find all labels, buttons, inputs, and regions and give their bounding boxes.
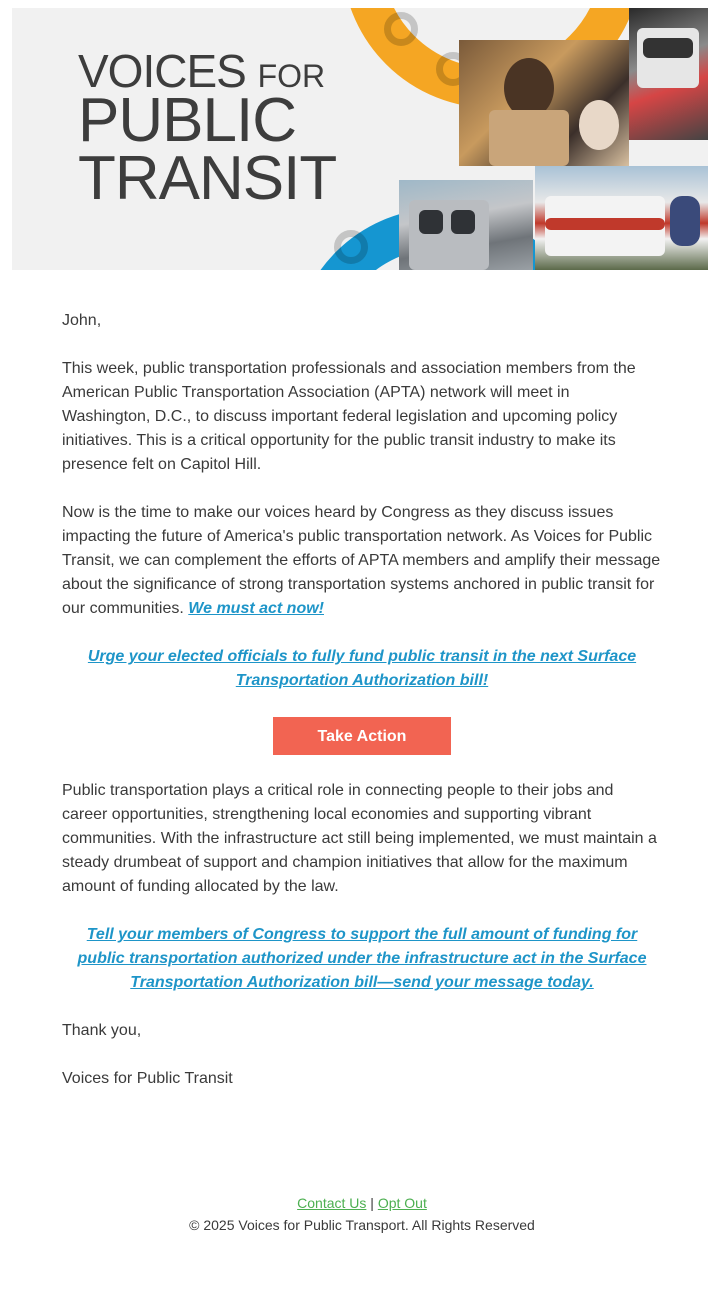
- call-paragraph-text: Now is the time to make our voices heard by Congress as they discuss issues impacting the future of America's public transportation network. As Voices for Public Transit, we can complement the efforts of APTA members and amplify their message about the significance of strong transportation systems anchored in public transit for our communities.: [62, 504, 661, 617]
- photo-rider-on-bus: [459, 40, 629, 166]
- opt-out-link[interactable]: Opt Out: [377, 1195, 427, 1211]
- voices-for-public-transit-logo: VOICES FOR PUBLIC TRANSIT: [78, 45, 337, 213]
- footer: [0, 1192, 708, 1236]
- call-paragraph: [62, 501, 662, 621]
- email-body: [62, 309, 662, 1115]
- fund-transit-cta-link[interactable]: Urge your elected officials to fully fund public transit in the next Surface Transportation Authorization bill!: [87, 648, 637, 689]
- importance-paragraph: Public transportation plays a critical role in connecting people to their jobs and career opportunities, strengthening local economies and supporting vibrant communities. With the infrastructure act still being implemented, we must maintain a steady drumbeat of support and champion initiatives that allow for the maximum amount of funding allocated by the law.: [62, 782, 657, 895]
- header-banner: [12, 8, 708, 270]
- blue-ring-dot: [334, 230, 368, 264]
- orange-ring-dot: [384, 12, 418, 46]
- signature-text: Voices for Public Transit: [62, 1070, 233, 1087]
- footer-links: [0, 1192, 708, 1214]
- footer-separator: |: [370, 1195, 374, 1211]
- tell-congress-cta-link[interactable]: Tell your members of Congress to support the full amount of funding for public transportation authorized under the infrastructure act in the Surface Transportation Authorization bill—send your message today.: [77, 926, 647, 991]
- photo-subway-train: [399, 180, 533, 270]
- greeting: John,: [62, 312, 102, 329]
- button-row: [62, 717, 662, 755]
- copyright-text: © 2025 Voices for Public Transport. All Rights Reserved: [189, 1217, 535, 1233]
- contact-us-link[interactable]: Contact Us: [297, 1195, 367, 1211]
- photo-accessible-bus: [535, 166, 708, 270]
- photo-light-rail: [629, 8, 708, 140]
- intro-paragraph: This week, public transportation professionals and association members from the American Public Transportation Association (APTA) network will meet in Washington, D.C., to discuss important federal legislation and upcoming policy initiatives. This is a critical opportunity for the public transit industry to make its presence felt on Capitol Hill.: [62, 360, 636, 473]
- act-now-link[interactable]: We must act now!: [188, 600, 324, 617]
- closing-text: Thank you,: [62, 1022, 142, 1039]
- take-action-button[interactable]: Take Action: [273, 717, 451, 755]
